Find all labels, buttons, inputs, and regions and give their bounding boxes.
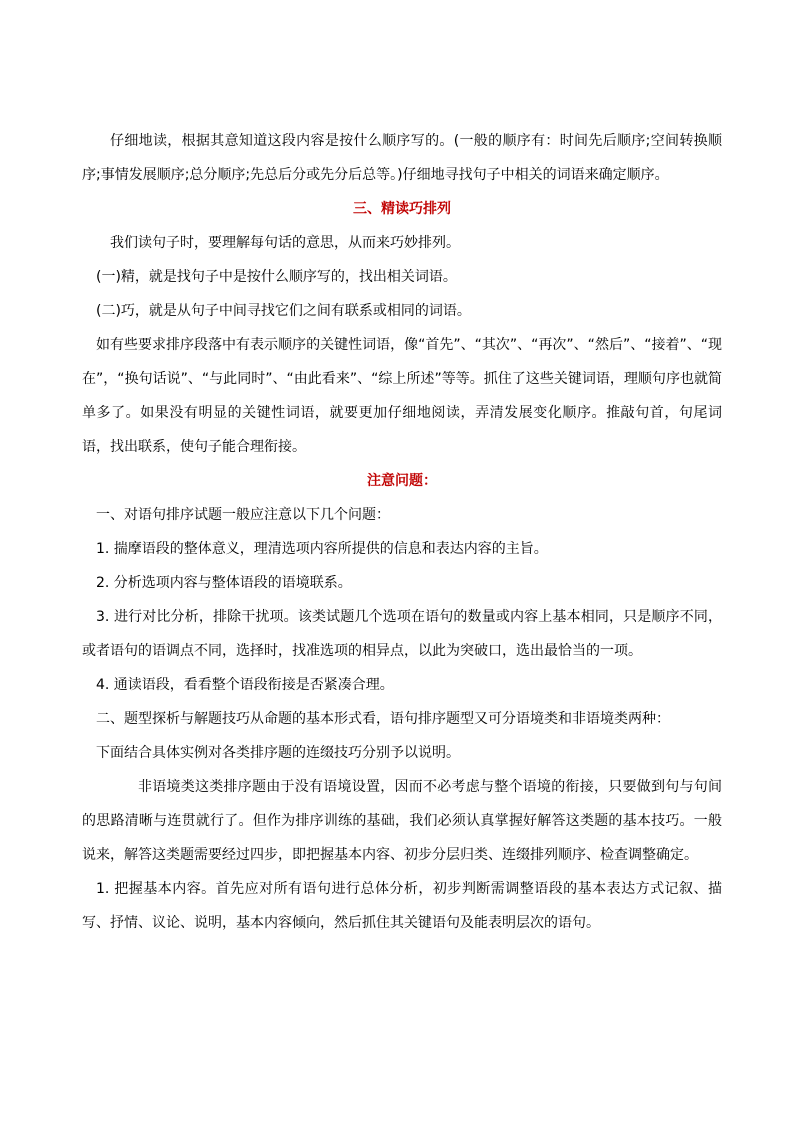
section-heading-notes: 注意问题： bbox=[367, 473, 437, 489]
paragraph-question-types: 二、题型探析与解题技巧从命题的基本形式看，语句排序题型又可分语境类和非语境类两种： bbox=[96, 711, 670, 727]
paragraph-non-context: 非语境类这类排序题由于没有语境设置，因而不必考虑与整个语境的衔接，只要做到句与句间的思路清晰与连贯就行了。但作为排序训练的基础，我们必须认真掌握好解答这类题的基本技巧。一般说来，解答这类题需要经过四步，即把握基本内容、初步分层归类、连缀排列顺序、检查调整确定。 bbox=[82, 779, 722, 863]
list-item-3: 3. 进行对比分析，排除干扰项。该类试题几个选项在语句的数量或内容上基本相同，只是顺序不同，或者语句的语调点不同，选择时，找准选项的相异点，以此为突破口，选出最恰当的一项。 bbox=[82, 609, 722, 659]
list-item-4: 4. 通读语段，看看整个语段衔接是否紧凑合理。 bbox=[96, 677, 394, 693]
paragraph-understand-sentences: 我们读句子时，要理解每句话的意思，从而来巧妙排列。 bbox=[110, 235, 460, 251]
paragraph-reading-order: 仔细地读，根据其意知道这段内容是按什么顺序写的。(一般的顺序有：时间先后顺序;空间转换顺序;事情发展顺序;总分顺序;先总后分或先分后总等。)仔细地寻找句子中相关的词语来确定顺序。 bbox=[82, 133, 722, 183]
paragraph-qiao: (二)巧，就是从句子中间寻找它们之间有联系或相同的词语。 bbox=[96, 303, 471, 319]
list-item-1: 1. 揣摩语段的整体意义，理清选项内容所提供的信息和表达内容的主旨。 bbox=[96, 541, 548, 557]
section-heading-close-reading: 三、精读巧排列 bbox=[353, 201, 451, 217]
paragraph-examples-intro: 下面结合具体实例对各类排序题的连缀技巧分别予以说明。 bbox=[96, 745, 460, 761]
paragraph-keywords: 如有些要求排序段落中有表示顺序的关键性词语，像“首先”、“其次”、“再次”、“然后”、“接着”、“现在”，“换句话说”、“与此同时”、“由此看来”、“综上所述”等等。抓住了这些关键词语，理顺句序也就简单多了。如果没有明显的关键性词语，就要更加仔细地阅读，弄清发展变化顺序。推敲句首，句尾词语，找出联系，使句子能合理衔接。 bbox=[82, 337, 722, 455]
paragraph-step-1: 1. 把握基本内容。首先应对所有语句进行总体分析，初步判断需调整语段的基本表达方式记叙、描写、抒情、议论、说明，基本内容倾向，然后抓住其关键语句及能表明层次的语句。 bbox=[82, 881, 722, 931]
document-body bbox=[82, 124, 722, 940]
paragraph-jing: (一)精，就是找句子中是按什么顺序写的，找出相关词语。 bbox=[96, 269, 457, 285]
list-item-2: 2. 分析选项内容与整体语段的语境联系。 bbox=[96, 575, 352, 591]
paragraph-notes-intro: 一、对语句排序试题一般应注意以下几个问题： bbox=[96, 507, 390, 523]
